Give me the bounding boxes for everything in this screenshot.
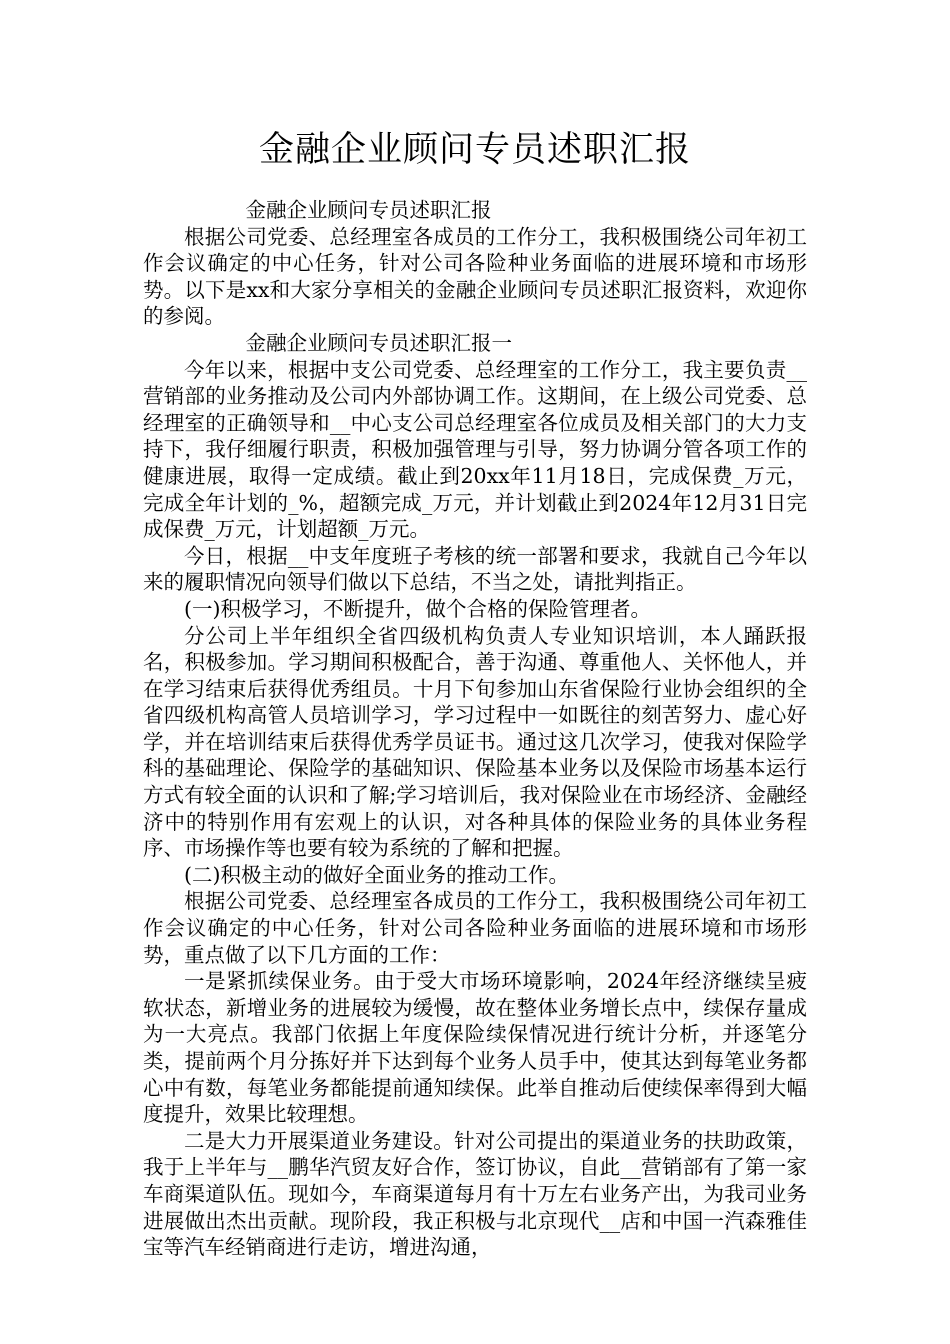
section-heading: 金融企业顾问专员述职汇报一 bbox=[245, 330, 512, 355]
paragraph: 根据公司党委、总经理室各成员的工作分工，我积极围绕公司年初工作会议确定的中心任务，针对公司各险种业务面临的进展环境和市场形势，重点做了以下几方面的工作： bbox=[143, 889, 807, 967]
document-body bbox=[143, 197, 807, 1261]
paragraph-intro: 根据公司党委、总经理室各成员的工作分工，我积极围绕公司年初工作会议确定的中心任务，针对公司各险种业务面临的进展环境和市场形势。以下是xx和大家分享相关的金融企业顾问专员述职汇报资料，欢迎你的参阅。 bbox=[143, 224, 807, 329]
paragraph: 今日，根据__中支年度班子考核的统一部署和要求，我就自己今年以来的履职情况向领导们做以下总结，不当之处，请批判指正。 bbox=[143, 543, 807, 595]
paragraph-subtitle: (一)积极学习，不断提升，做个合格的保险管理者。 bbox=[184, 596, 651, 621]
paragraph: 分公司上半年组织全省四级机构负责人专业知识培训，本人踊跃报名，积极参加。学习期间积极配合，善于沟通、尊重他人、关怀他人，并在学习结束后获得优秀组员。十月下旬参加山东省保险行业协会组织的全省四级机构高管人员培训学习，学习过程中一如既往的刻苦努力、虚心好学，并在培训结束后获得优秀学员证书。通过这几次学习，使我对保险学科的基础理论、保险学的基础知识、保险基本业务以及保险市场基本运行方式有较全面的认识和了解;学习培训后，我对保险业在市场经济、金融经济中的特别作用有宏观上的认识，对各种具体的保险业务的具体业务程序、市场操作等也要有较为系统的了解和把握。 bbox=[143, 623, 807, 861]
paragraph: 今年以来，根据中支公司党委、总经理室的工作分工，我主要负责__营销部的业务推动及公司内外部协调工作。这期间，在上级公司党委、总经理室的正确领导和__中心支公司总经理室各位成员及相关部门的大力支持下，我仔细履行职责，积极加强管理与引导，努力协调分管各项工作的健康进展，取得一定成绩。截止到20xx年11月18日，完成保费_万元，完成全年计划的_%，超额完成_万元，并计划截止到2024年12月31日完成保费_万元，计划超额_万元。 bbox=[143, 357, 807, 542]
paragraph-subtitle: (二)积极主动的做好全面业务的推动工作。 bbox=[184, 862, 569, 887]
paragraph: 一是紧抓续保业务。由于受大市场环境影响，2024年经济继续呈疲软状态，新增业务的进展较为缓慢，故在整体业务增长点中，续保存量成为一大亮点。我部门依据上年度保险续保情况进行统计分析，并逐笔分类，提前两个月分拣好并下达到每个业务人员手中，使其达到每笔业务都心中有数，每笔业务都能提前通知续保。此举自推动后使续保率得到大幅度提升，效果比较理想。 bbox=[143, 969, 807, 1127]
section-heading: 金融企业顾问专员述职汇报 bbox=[245, 198, 492, 222]
paragraph: 二是大力开展渠道业务建设。针对公司提出的渠道业务的扶助政策，我于上半年与__鹏华汽贸友好合作，签订协议，自此__营销部有了第一家车商渠道队伍。现如今，车商渠道每月有十万左右业务产出，为我司业务进展做出杰出贡献。现阶段，我正积极与北京现代__店和中国一汽森雅佳宝等汽车经销商进行走访，增进沟通， bbox=[143, 1128, 807, 1260]
document-title: 金融企业顾问专员述职汇报 bbox=[258, 130, 691, 170]
